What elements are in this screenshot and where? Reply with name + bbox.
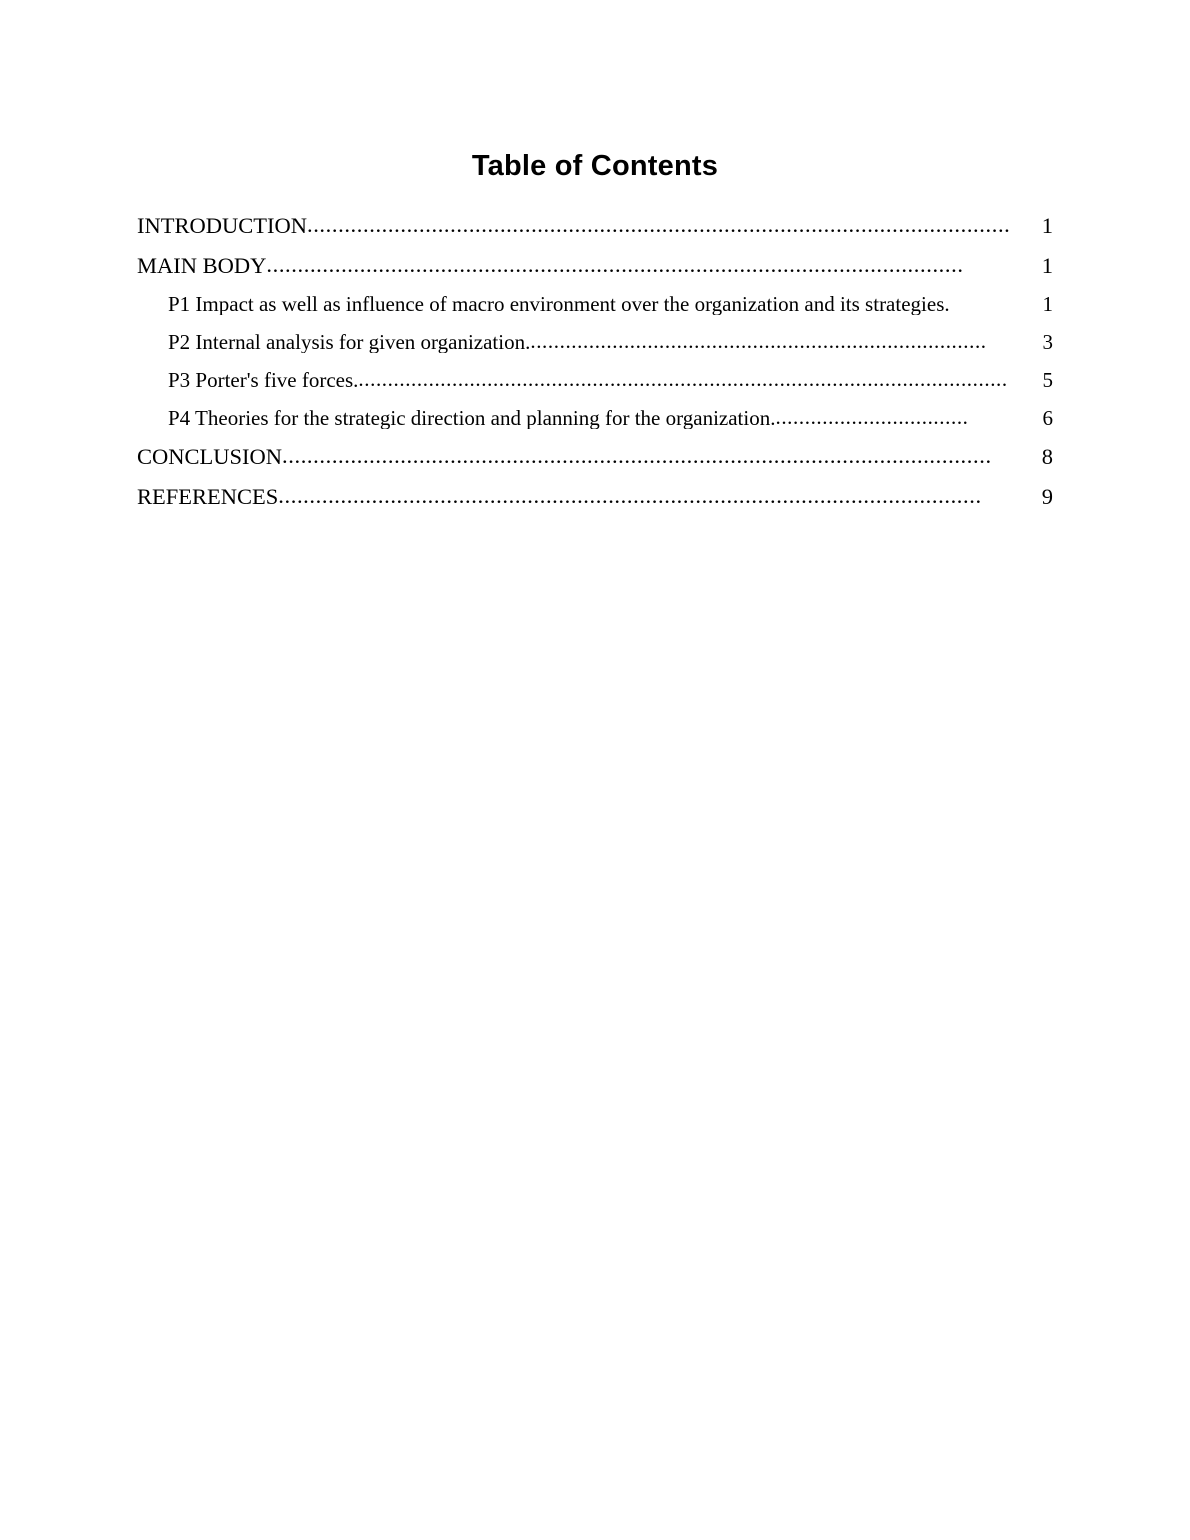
toc-entry-label: P4 Theories for the strategic direction and planning for the organization.: [168, 408, 776, 429]
toc-entry-references[interactable]: [137, 483, 1053, 509]
toc-leader-dots: .................................................................................................................: [278, 484, 982, 507]
toc-entry-label: P3 Porter's five forces.: [168, 370, 359, 391]
toc-entry-conclusion[interactable]: [137, 446, 1053, 469]
toc-list: [137, 215, 1053, 508]
toc-entry-p2[interactable]: [137, 332, 1053, 353]
toc-entry-p1[interactable]: [137, 294, 1053, 315]
toc-entry-label: REFERENCES: [137, 485, 279, 508]
toc-page-number: 9: [1041, 483, 1053, 509]
toc-leader-dots: ................................................................................................................: [266, 253, 964, 276]
toc-leader-dots: ...............................................................................................................: [358, 369, 1008, 390]
toc-page-number: 1: [1042, 292, 1053, 316]
toc-page-number: 6: [1042, 406, 1053, 430]
toc-entry-label: INTRODUCTION: [137, 215, 307, 238]
toc-leader-dots: ..............................................................................: [530, 331, 987, 352]
toc-page-number: 8: [1041, 444, 1053, 469]
toc-page-number: 3: [1042, 330, 1053, 354]
toc-entry-label: P2 Internal analysis for given organization.: [168, 332, 531, 353]
toc-leader-dots: .................................................................................................................: [306, 214, 1011, 237]
toc-page-number: 1: [1041, 213, 1053, 238]
toc-leader-dots: ..................................................................................................................: [282, 445, 992, 468]
toc-entry-label: MAIN BODY: [137, 254, 267, 277]
toc-entry-p4[interactable]: [137, 408, 1053, 429]
toc-container: [137, 150, 1053, 525]
page-title: Table of Contents: [471, 150, 719, 182]
toc-page-number: 1: [1041, 252, 1053, 278]
toc-leader-dots: .................................: [775, 407, 969, 428]
toc-entry-p3[interactable]: [137, 370, 1053, 391]
toc-entry-main-body[interactable]: [137, 252, 1053, 278]
toc-entry-label: CONCLUSION: [137, 446, 283, 469]
toc-page-number: 5: [1042, 368, 1053, 392]
toc-entry-label: P1 Impact as well as influence of macro environment over the organization and its strategies.: [168, 294, 950, 315]
toc-entry-introduction[interactable]: [137, 215, 1053, 238]
